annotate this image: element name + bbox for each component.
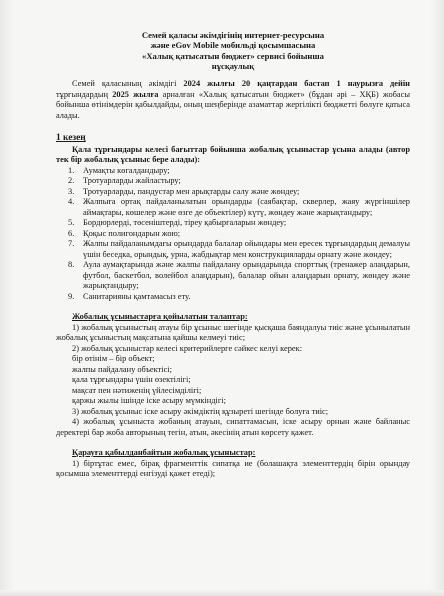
list-item: 3. Тротуарларды, пандустар мен арықтарды салу және жөндеу; <box>68 186 300 196</box>
intro-text-b: тұрғындардың <box>56 89 113 99</box>
list-item: 1. Аумақты көгалдандыру; <box>68 165 170 175</box>
criterion-line: жалпы пайдалану объектісі; <box>72 364 172 374</box>
title-line-3: «Халық қатысатын бюджет» сервисі бойынша <box>142 50 324 61</box>
directions-list <box>56 166 410 303</box>
intro-year: 2025 жылға <box>112 89 159 99</box>
requirement-line: 1) жобалық ұсыныстың атауы бір ұсыныс шегінде қысқаша баяндалуы тиіс және ұсынылатын жобалық ұсыныстың мақсатына қайшы келмеуі тиіс; <box>56 322 410 343</box>
list-item: 6. Қоқыс полигондарын жою; <box>68 228 181 238</box>
requirement-line: 3) жобалық ұсыныс іске асыру әкімдіктің құзыреті шегінде болуға тиіс; <box>72 406 329 416</box>
stage-subheading: Қала тұрғындары келесі бағыттар бойынша жобалық ұсыныстар ұсына алады (автор тек бір жобалық ұсыныс бере алады): <box>56 144 410 165</box>
document-content <box>56 30 410 480</box>
criterion-line: қаржы жылы ішінде іске асыру мүмкіндігі; <box>72 396 226 406</box>
requirements-heading: Жобалық ұсыныстарға қойылатын талаптар: <box>72 312 248 322</box>
criterion-line: бір өтінім – бір объект; <box>72 354 155 364</box>
list-item: 5. Бордюрлерді, төсеніштерді, тіреу қабырғаларын жөндеу; <box>68 218 287 228</box>
requirement-line: 4) жобалық ұсыныста жобаның атауын, сипаттамасын, іске асыру орнын және байланыс деректері бар жоба авторының тегін, атын, әкесінің атын көрсету қажет. <box>56 417 410 437</box>
title-line-4: нұсқаулық <box>211 60 255 71</box>
document-title <box>56 30 410 71</box>
title-line-1: Семей қаласы әкімдігінің интернет-ресурсына <box>141 30 325 40</box>
list-item: 4. Жалпыға ортақ пайдаланылатын орындарды (саябақтар, скверлер, жаяу жүргіншілер аймақтары, көшелер және өзге де объектілер) күтү, жөндеу және жарықтандыру; <box>68 197 410 217</box>
title-line-2: және eGov Mobile мобильді қосымшасына <box>150 40 316 51</box>
not-accepted-heading: Қарауға қабылданбайтын жобалық ұсыныстар: <box>72 448 256 458</box>
intro-text-c: арналған «Халық қатысатын бюджет» (бұдан әрі – ХҚБ) жобасы бойынша өтінімдерін қабылдайды, оның шеңберінде азаматтар жергілікті бюджетті бөлуге қатыса алады. <box>56 89 410 120</box>
page-edge-shadow <box>0 590 444 596</box>
list-item: 8. Аула аумақтарында және жалпы пайдалану орындарында спорттық (тренажер алаңдарын, футбол, баскетбол, волейбол алаңдарын), балалар ойын алаңдарын орнату, жөндеу және жарықтандыру; <box>68 260 410 291</box>
not-accepted-line: 1) біртұтас емес, бірақ фрагменттік сипатқа ие (болашақта элементтердің бірін орындау қосымша элементтерді енгізуді қажет етеді); <box>56 458 410 479</box>
criterion-line: қала тұрғындары үшін өзектілігі; <box>72 375 191 385</box>
criterion-line: мақсат пен нәтиженің үйлесімділігі; <box>72 385 202 395</box>
list-item: 2. Тротуарларды жайластыру; <box>68 176 181 186</box>
intro-text-a: Семей қаласының әкімдігі <box>72 79 184 89</box>
intro-paragraph <box>56 79 410 121</box>
stage-heading: 1 кезең <box>56 133 86 144</box>
intro-dates: 2024 жылғы 20 қаңтардан бастап 1 наурызға дейін <box>183 79 410 89</box>
list-item: 9. Санитарияны қамтамасыз ету. <box>68 291 191 301</box>
requirement-line: 2) жобалық ұсыныстар келесі критерийлерге сәйкес келуі керек: <box>72 343 303 353</box>
list-item: 7. Жалпы пайдаланымдағы орындарда балалар ойындары мен ересек тұрғындардың демалуы үшін беседка, орындық, урна, жабдықтар мен конструкцияларды орнату және жөндеу; <box>68 239 410 259</box>
